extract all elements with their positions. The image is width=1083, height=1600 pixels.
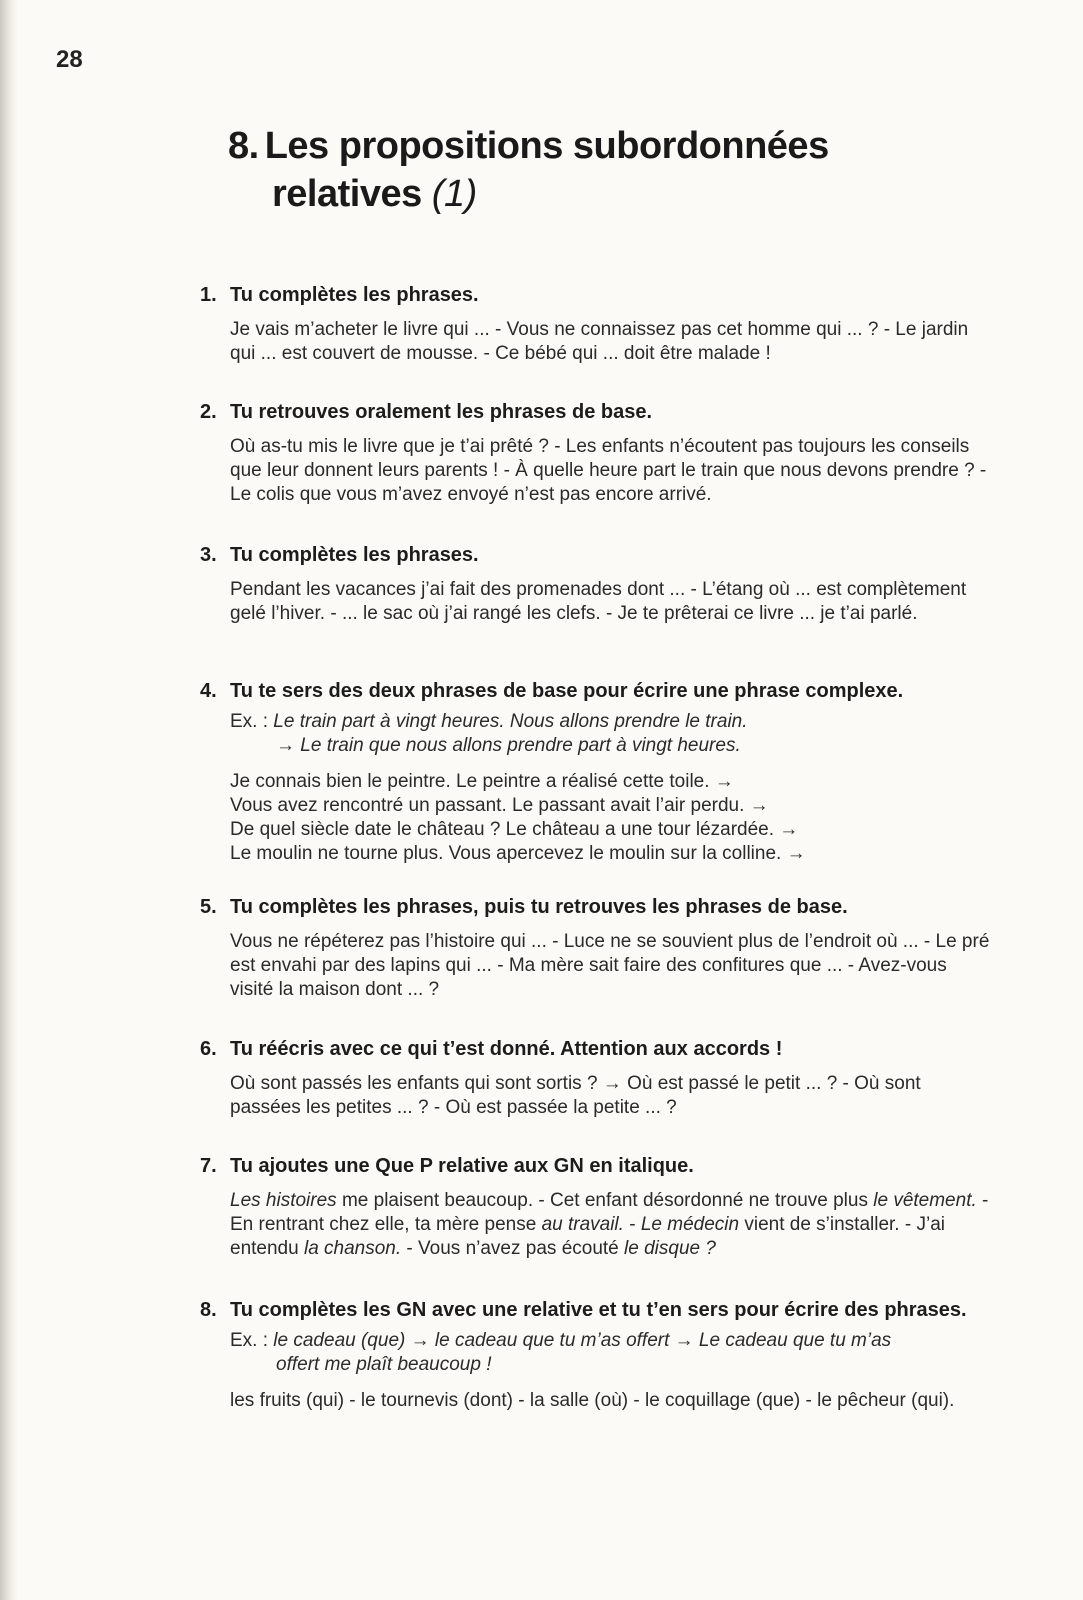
exercise-7 (200, 1153, 990, 1261)
text-segment: - Vous n’avez pas écouté (401, 1238, 625, 1259)
example-line-2: offert me plaît beaucoup ! (276, 1354, 492, 1375)
exercise-line: Vous avez rencontré un passant. Le passant avait l’air perdu. → (230, 795, 769, 816)
exercise-body (230, 1329, 990, 1413)
exercise-text: les fruits (qui) - le tournevis (dont) - la salle (où) - le coquillage (que) - le pêcheur (qui). (230, 1390, 955, 1411)
exercise-heading (200, 678, 990, 704)
exercise-body (230, 435, 990, 507)
exercise-line: Je connais bien le peintre. Le peintre a réalisé cette toile. → (230, 771, 734, 792)
example-line-1 (230, 710, 990, 734)
exercise-instruction: Tu complètes les phrases. (230, 544, 479, 566)
exercise-heading (200, 542, 990, 568)
chapter-number: 8. (228, 125, 259, 167)
spacer (230, 1377, 990, 1389)
exercise-3 (200, 542, 990, 626)
exercise-text: Pendant les vacances j’ai fait des promenades dont ... - L’étang où ... est complètement gelé l’hiver. - ... le sac où j’ai rangé les clefs. - Je te prêterai ce livre ... je t’ai parlé. (230, 579, 967, 624)
chapter-title-line2-wrap (228, 170, 829, 218)
exercise-instruction: Tu complètes les GN avec une relative et tu t’en sers pour écrire des phrases. (230, 1299, 967, 1321)
spacer (230, 758, 990, 770)
example-prefix: Ex. : (230, 711, 269, 732)
text-segment: - (623, 1214, 641, 1235)
exercise-6 (200, 1036, 990, 1120)
exercise-number: 3. (200, 544, 217, 566)
exercise-instruction: Tu réécris avec ce qui t’est donné. Attention aux accords ! (230, 1038, 783, 1060)
exercise-number: 2. (200, 401, 217, 423)
exercise-body (230, 1072, 990, 1120)
exercise-text: Où sont passés les enfants qui sont sortis ? → Où est passé le petit ... ? - Où sont passées les petites ... ? - Où est passée la petite ... ? (230, 1073, 921, 1118)
exercise-text: Où as-tu mis le livre que je t’ai prêté ? - Les enfants n’écoutent pas toujours les conseils que leur donnent leurs parents ! - À quelle heure part le train que nous devons prendre ? - Le colis que vous m’avez envoyé n’est pas encore arrivé. (230, 436, 987, 505)
exercise-text: Je vais m’acheter le livre qui ... - Vous ne connaissez pas cet homme qui ... ? - Le jardin qui ... est couvert de mousse. - Ce bébé qui ... doit être malade ! (230, 319, 969, 364)
exercise-heading (200, 1153, 990, 1179)
chapter-title-line1: Les propositions subordonnées (264, 125, 829, 167)
text-segment-italic: le vêtement. (873, 1190, 977, 1211)
exercise-number: 8. (200, 1299, 217, 1321)
page-number: 28 (56, 46, 83, 73)
exercise-instruction: Tu te sers des deux phrases de base pour écrire une phrase complexe. (230, 680, 904, 702)
exercise-number: 6. (200, 1038, 217, 1060)
text-segment-italic: Les histoires (230, 1190, 337, 1211)
exercise-4 (200, 678, 990, 866)
exercise-line: De quel siècle date le château ? Le château a une tour lézardée. → (230, 819, 799, 840)
exercise-body (230, 578, 990, 626)
chapter-title-line2: relatives (272, 173, 422, 215)
exercise-number: 4. (200, 680, 217, 702)
example-prefix: Ex. : (230, 1330, 269, 1351)
exercise-text: Vous ne répéterez pas l’histoire qui ... - Luce ne se souvient plus de l’endroit où ... - Le pré est envahi par des lapins qui ... - Ma mère sait faire des confitures que ... - Avez-vous visité la maison dont ... ? (230, 931, 990, 1000)
text-segment-italic: la chanson. (303, 1238, 402, 1259)
exercise-heading (200, 1036, 990, 1062)
exercise-1 (200, 282, 990, 366)
exercise-number: 7. (200, 1155, 217, 1177)
text-segment-italic: au travail. (541, 1214, 624, 1235)
example-text: le cadeau (que) → le cadeau que tu m’as offert → Le cadeau que tu m’as (273, 1330, 892, 1351)
exercise-instruction: Tu ajoutes une Que P relative aux GN en italique. (230, 1155, 694, 1177)
text-segment-italic: le disque ? (624, 1238, 716, 1259)
exercise-8 (200, 1297, 990, 1413)
exercise-number: 1. (200, 284, 217, 306)
page-edge (0, 0, 18, 1600)
chapter-title-part: (1) (431, 173, 477, 215)
exercise-body (230, 930, 990, 1002)
text-segment-italic: Le médecin (640, 1214, 740, 1235)
exercise-2 (200, 399, 990, 507)
chapter-title (228, 122, 829, 218)
exercise-number: 5. (200, 896, 217, 918)
exercise-text (230, 1189, 990, 1261)
example-line-2: → Le train que nous allons prendre part à vingt heures. (276, 735, 741, 756)
example-text: Le train part à vingt heures. Nous allons prendre le train. (273, 711, 748, 732)
exercise-heading (200, 399, 990, 425)
exercise-5 (200, 894, 990, 1002)
text-segment: vient de s’installer. - J’ai entendu (230, 1214, 945, 1259)
exercise-heading (200, 1297, 990, 1323)
exercise-body (230, 710, 990, 866)
exercise-instruction: Tu complètes les phrases. (230, 284, 479, 306)
text-segment: me plaisent beaucoup. - Cet enfant désordonné ne trouve plus (336, 1190, 874, 1211)
exercise-instruction: Tu retrouves oralement les phrases de base. (230, 401, 653, 423)
exercise-heading (200, 894, 990, 920)
example-line-1 (230, 1329, 990, 1353)
exercise-body (230, 318, 990, 366)
exercise-body (230, 1189, 990, 1261)
text-segment: - En rentrant chez elle, ta mère pense (230, 1190, 989, 1235)
exercise-line: Le moulin ne tourne plus. Vous apercevez le moulin sur la colline. → (230, 843, 806, 864)
exercise-instruction: Tu complètes les phrases, puis tu retrouves les phrases de base. (230, 896, 848, 918)
exercise-heading (200, 282, 990, 308)
